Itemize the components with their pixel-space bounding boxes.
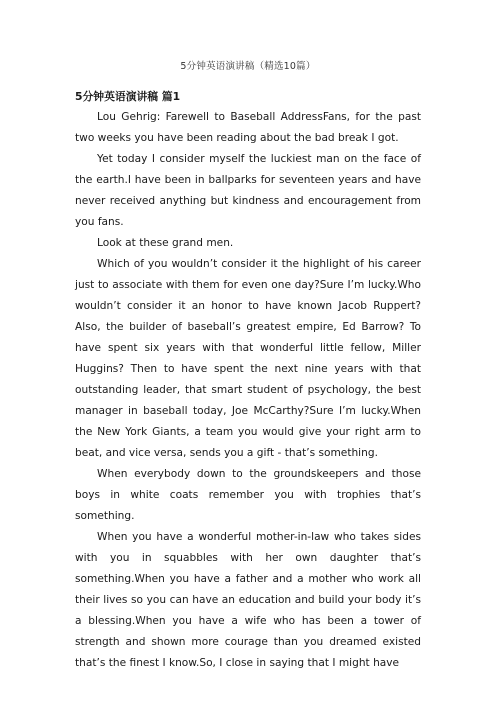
paragraph: Which of you wouldn’t consider it the highlight of his career just to associate with them for even one day?Sure I’m lucky.Who wouldn’t consider it an honor to have known Jacob Ruppert? Also, the builder of baseball’s greatest empire, Ed Barrow? To have spent six years with that wonderful little fellow, Miller Huggins? Then to have spent the next nine years with that outstanding leader, that smart student of psychology, the best manager in baseball today, Joe McCarthy?Sure I’m lucky.When the New York Giants, a team you would give your right arm to beat, and vice versa, sends you a gift - that’s something.: [75, 258, 421, 459]
section-title: 5分钟英语演讲稿 篇1: [75, 90, 181, 103]
paragraph: When you have a wonderful mother-in-law who takes sides with you in squabbles with her own daughter that’s something.When you have a father and a mother who work all their lives so you can have an education and build your body it’s a blessing.When you have a wife who has been a tower of strength and shown more courage than you dreamed existed that’s the finest I know.So, I close in saying that I might have: [75, 531, 421, 669]
paragraph: When everybody down to the groundskeepers and those boys in white coats remember you with trophies that’s something.: [75, 468, 421, 522]
document-body: [75, 86, 421, 674]
paragraph: Yet today I consider myself the luckiest man on the face of the earth.I have been in ballparks for seventeen years and have never received anything but kindness and encouragement from you fans.: [75, 153, 421, 228]
document-header: 5分钟英语演讲稿（精选10篇）: [180, 61, 316, 72]
paragraph: Lou Gehrig: Farewell to Baseball AddressFans, for the past two weeks you have been reading about the bad break I got.: [75, 111, 421, 144]
paragraph: Look at these grand men.: [97, 237, 234, 249]
